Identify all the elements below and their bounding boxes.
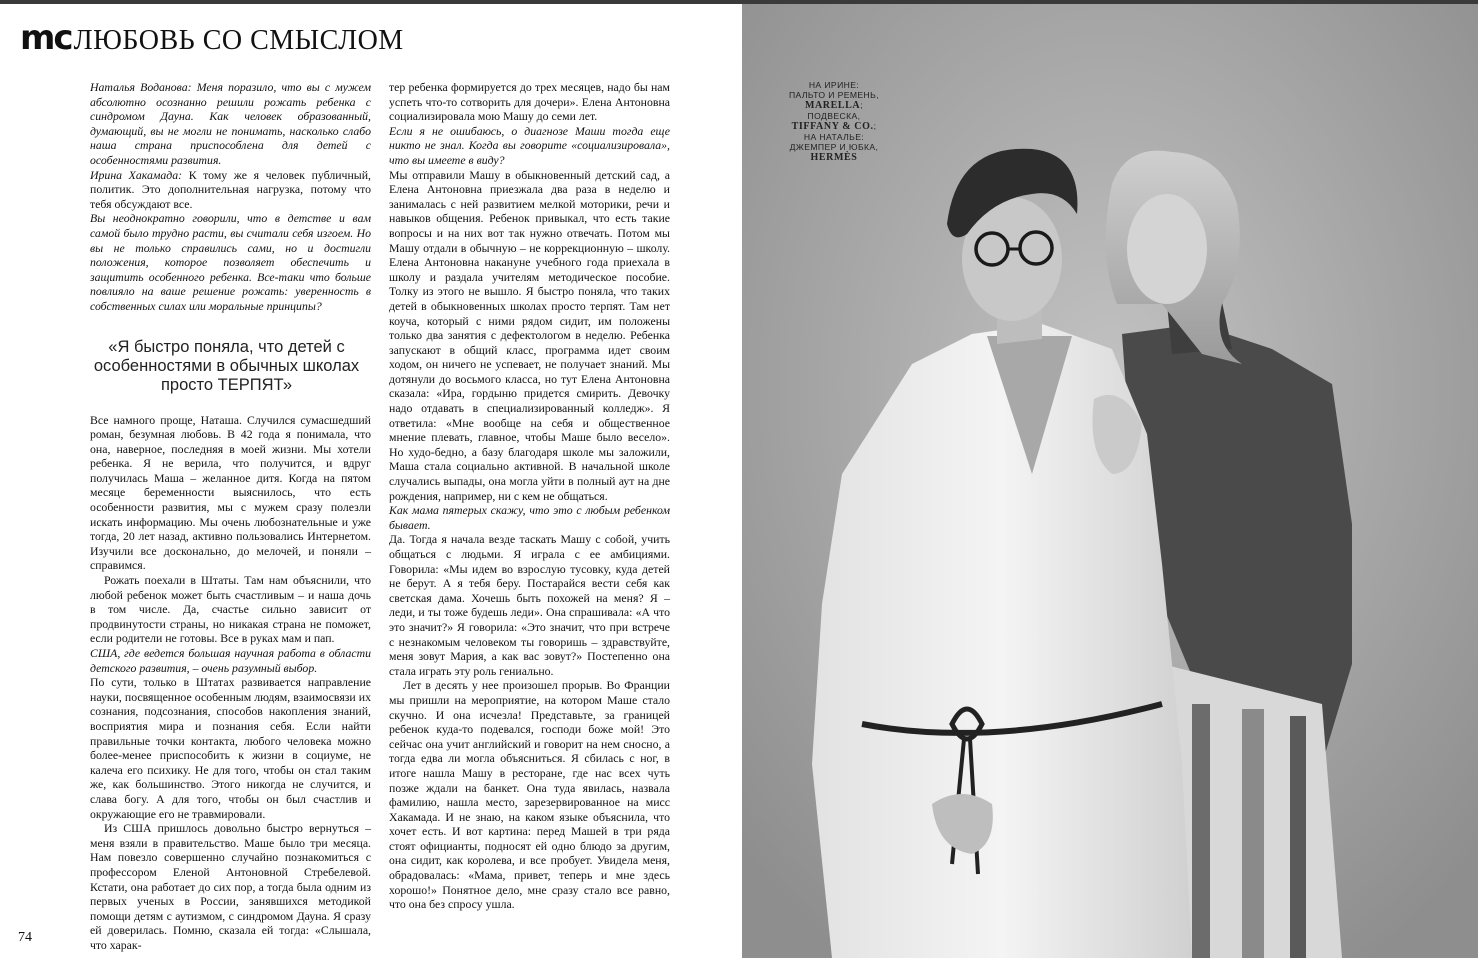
credit-brand: MARELLA (804, 100, 861, 111)
question-text: Меня поразило, что вы с мужем абсолютно осознанно решили рожать ребенка с синдромом Дауна. Как человек образованный, думающий, вы не могли не понимать, насколько слабо наша страна приспособлена для детей с особенностями развития. (90, 80, 372, 167)
credit-line: НА НАТАЛЬЕ: (803, 132, 865, 142)
answer-paragraph: Лет в десять у нее произошел прорыв. Во Франции мы пришли на мероприятие, на котором Маше стало скучно. И она исчезла! Представьте, за границей ребенок куда-то подевался, господи боже мой! Это сейчас она учит английский и говорит на нем сносно, а тогда едва ли могла объясниться. Я сбилась с ног, в итоге нашла Машу в ресторане, где нас всех чуть позже ждали на банкет. Она туда явилась, назвала фамилию, нашла место, зарезервированное на мисс Хакамада. И не знаю, на каком языке объяснила, что хочет есть. И вот картина: перед Машей в три ряда стоят официанты, подносят ей одно блюдо за другим, она сидит, как королева, и все пробует. Увидела меня, обрадовалась: «Мама, привет, теперь и мне здесь хорошо!» Понятное дело, мне сразу стало все равно, что она без спросу ушла. (389, 678, 670, 912)
section-title: ЛЮБОВЬ СО СМЫСЛОМ (73, 25, 404, 56)
answer-paragraph: тер ребенка формируется до трех месяцев, надо бы нам успеть что-то сотворить для дочери». Елена Антоновна социализировала мою Машу до семи лет. (389, 80, 670, 124)
pull-quote: «Я быстро поняла, что детей с особенностями в обычных школах просто ТЕРПЯТ» (93, 337, 360, 394)
answer-paragraph: Рожать поехали в Штаты. Там нам объяснили, что любой ребенок может быть счастливым – и наша дочь в том числе. Да, счастье сильно зависит от продвинутости страны, но никакая страна не поможет, если родители не готовы. Все в руках мам и пап. (90, 573, 371, 646)
interview-answer (90, 168, 371, 212)
fashion-credit (782, 80, 886, 163)
answer-paragraph: Из США пришлось довольно быстро вернуться – меня взяли в правительство. Маше было три месяца. Нам повезло совершенно случайно познакомиться с профессором Еленой Антоновной Стребелевой. Кстати, она работает до сих пор, а тогда была одним из первых ученых в России, занявшихся методикой помощи детям с аутизмом, с синдромом Дауна. Я сразу ей доверилась. Помню, сказала ей тогда: «Слышала, что харак- (90, 821, 371, 952)
interview-question: Если я не ошибаюсь, о диагнозе Маши тогда еще никто не знал. Когда вы говорите «социализировала», что вы имеете в виду? (389, 123, 670, 167)
credit-line: ПОДВЕСКА, (807, 111, 861, 121)
credit-brand: HERMÈS (810, 152, 858, 163)
speaker-name: Наталья Воданова: (90, 80, 192, 94)
answer-paragraph: Да. Тогда я начала везде таскать Машу с собой, учить общаться с людьми. Я играла с ее амбициями. Говорила: «Мы идем во взрослую тусовку, куда детей не берут. А я тебя беру. Постарайся вести себя как светская дама. Хочешь быть похожей на меня? Я – леди, и ты тоже будешь леди». Она спрашивала: «А что это значит?» Я говорила: «Это значит, что при встрече с незнакомым человеком ты говоришь – здравствуйте, меня зовут Мария, а как вас зовут?» Постепенно она стала играть эту роль гениально. (389, 532, 670, 678)
interview-question (90, 80, 371, 168)
answer-paragraph: Мы отправили Машу в обыкновенный детский сад, а Елена Антоновна приезжала два раза в неделю и занималась с ней развитием мелкой моторики, речи и навыков общения. Ребенок привыкал, что есть такие вопросы и на них вот так нужно отвечать. Потом мы Машу отдали в обычную – не коррекционную – школу. Елена Антоновна накануне учебного года приехала в школу и раздала учителям методическое пособие. Толку из этого не вышло. Я быстро поняла, что таких детей в обыкновенных школах просто терпят. Там нет коуча, который с ними рядом сидит, им положены только два занятия с дефектологом в неделю. Ребенка запускают в общий класс, программа идет своим ходом, он ничего не успевает, не получает знаний. Мы дотянули до восьмого класса, но тут Елена Антоновна сказала: «Ира, гордыню придется смирить. Девочку надо отдавать в специализированный колледж». Я ответила: «Мне вообще на себя и общественное мнение плевать, главное, чтобы Маше было весело». Но худо-бедно, а базу благодаря школе мы заложили, Маша стала социально активной. В начальной школе случались выпады, она могла уйти в полный аут на дне рождения, например, ни с кем не общаться. (389, 167, 670, 503)
magazine-header (20, 18, 404, 61)
interview-question: Вы неоднократно говорили, что в детстве и вам самой было трудно расти, вы считали себя изгоем. Но вы не только справились сами, но и достигли положения, которое позволяет обеспечить и защитить особенного ребенка. Все-таки что больше повлияло на ваше решение рожать: уверенность в собственных силах или моральные принципы? (90, 211, 371, 313)
credit-line: ПАЛЬТО И РЕМЕНЬ, (788, 90, 879, 100)
credit-separator: ; (873, 121, 877, 131)
answer-text: К тому же я человек публичный, политик. Это дополнительная нагрузка, потому что тебя обсуждают все. (90, 167, 371, 211)
portrait-photo (742, 4, 1478, 958)
magazine-logo: mc (20, 18, 72, 58)
page-number: 74 (18, 930, 32, 945)
credit-brand: TIFFANY & CO. (791, 121, 874, 132)
text-column-1 (90, 80, 371, 952)
credit-line: НА ИРИНЕ: (808, 80, 860, 90)
answer-paragraph: Все намного проще, Наташа. Случился сумасшедший роман, безумная любовь. В 42 года я понимала, что она, наверное, последняя в моей жизни. Мы хотели ребенка. Я не верила, что получится, и вдруг получилась Маша – желанное дитя. Когда на пятом месяце беременности выяснилось, что есть особенности развития, мы с мужем сразу полезли искать информацию. Мы очень любознательные и уже тогда, 20 лет назад, активно пользовались Интернетом. Изучили все досконально, до мелочей, и поняли – справимся. (90, 412, 371, 573)
credit-separator: ; (860, 100, 864, 110)
answer-paragraph: По сути, только в Штатах развивается направление науки, посвященное особенным людям, взаимосвязи их сознания, подсознания, способов накопления знаний, восприятия мира и познания себя. Если найти правильные точки контакта, любого человека можно более-менее приспособить к жизни в социуме, не калеча его психику. Не для того, чтобы он стал таким же, как большинство. Этого никогда не случится, и слава богу. А для того, чтобы он был счастлив и окружающие его не травмировали. (90, 675, 371, 821)
speaker-name: Ирина Хакамада: (90, 167, 183, 182)
credit-line: ДЖЕМПЕР И ЮБКА, (789, 142, 879, 152)
interview-question: Как мама пятерых скажу, что это с любым ребенком бывает. (389, 503, 670, 532)
interview-question: США, где ведется большая научная работа в области детского развития, – очень разумный выбор. (90, 646, 371, 675)
text-column-2 (389, 80, 670, 912)
